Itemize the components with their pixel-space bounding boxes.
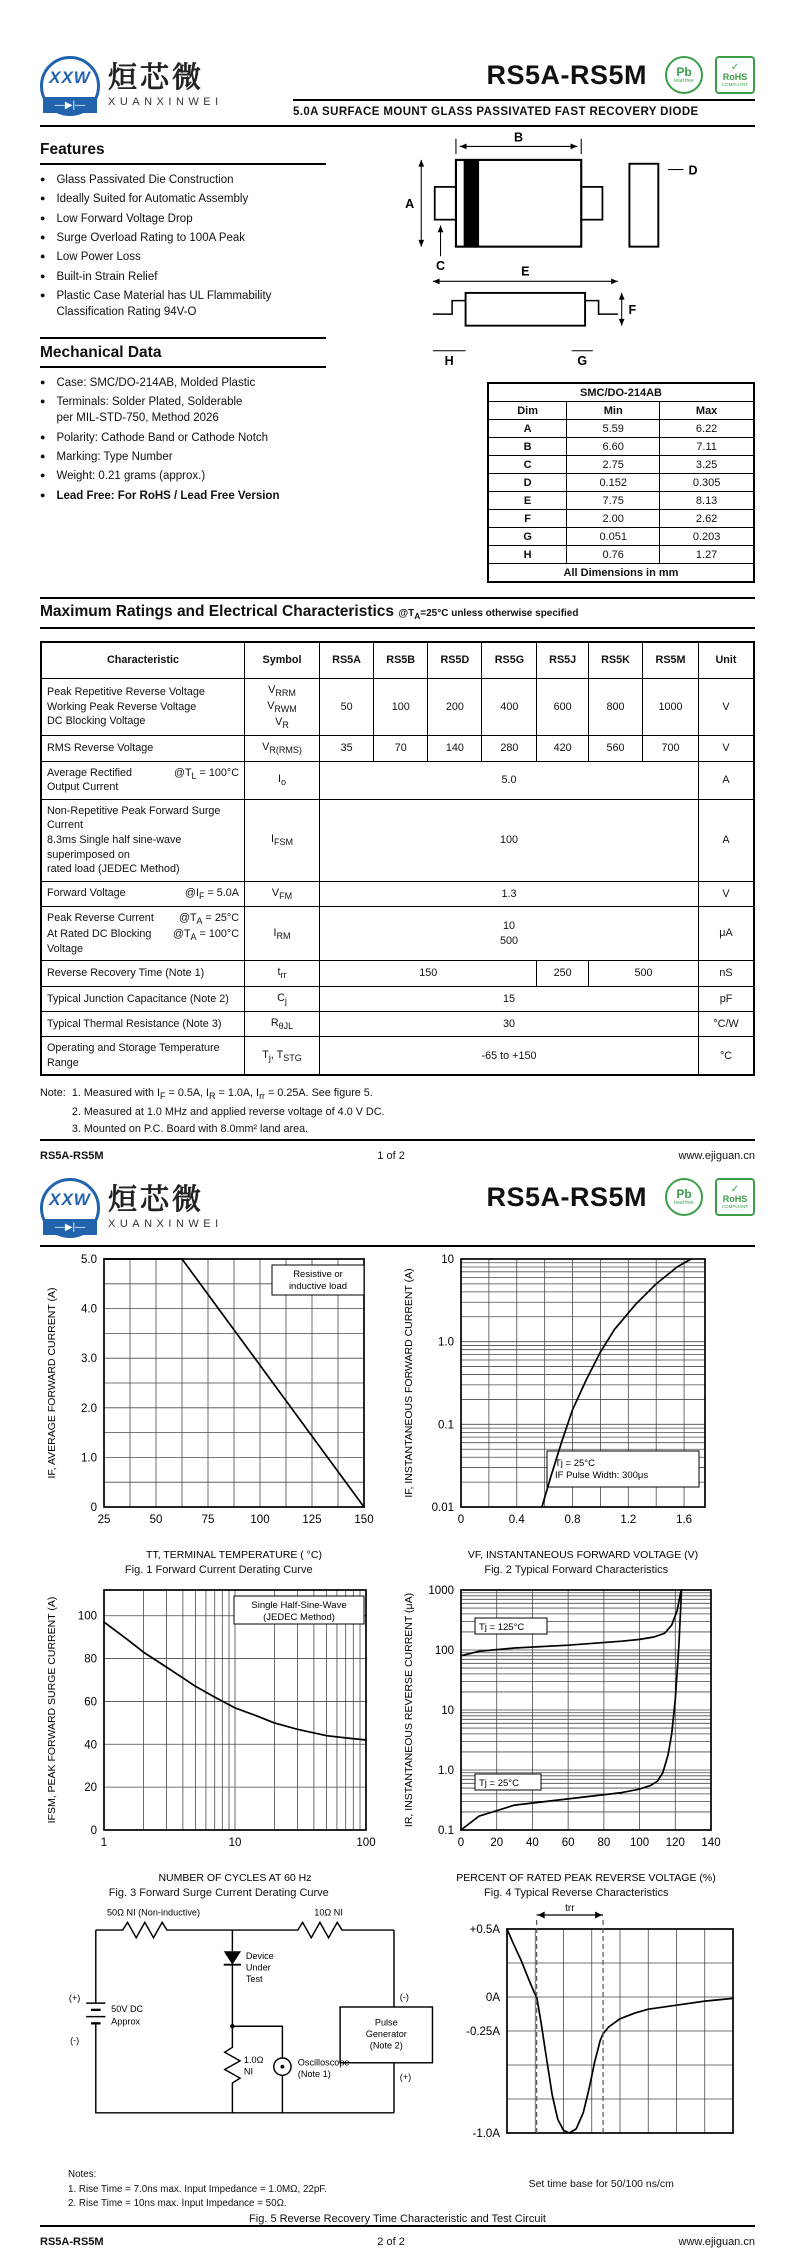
ratings-col-header: RS5J xyxy=(537,642,589,678)
value-cell: 250 xyxy=(537,961,589,986)
diode-symbol-icon: —▶|— xyxy=(43,1219,97,1235)
oscilloscope-icon xyxy=(280,2065,284,2069)
fig5-notes-label: Notes: xyxy=(68,2169,97,2180)
fig5-caption: Fig. 5 Reverse Recovery Time Characteristic and Test Circuit xyxy=(249,2213,546,2226)
bullet-item: ● Lead Free: For RoHS / Lead Free Version xyxy=(40,488,326,504)
dim-table-title: SMC/DO-214AB xyxy=(488,383,754,402)
dim-row: B 6.60 7.11 xyxy=(488,438,754,456)
figure-4 xyxy=(398,1578,756,1899)
bullet-item: ● Case: SMC/DO-214AB, Molded Plastic xyxy=(40,375,326,391)
resistor-50ohm-label: 50Ω NI (Non-inductive) xyxy=(106,1907,201,1918)
fig1-chart xyxy=(42,1249,396,1563)
unit-cell: μA xyxy=(699,906,755,960)
dim-col-header: Dim xyxy=(488,402,567,420)
svg-text:125: 125 xyxy=(302,1514,322,1526)
value-cell: 15 xyxy=(320,986,699,1011)
footer-page-indicator: 1 of 2 xyxy=(377,1149,405,1162)
unit-cell: V xyxy=(699,736,755,761)
symbol-cell: $C_j$ xyxy=(245,986,320,1011)
svg-text:100: 100 xyxy=(435,1645,455,1657)
svg-text:Tj = 25°C: Tj = 25°C xyxy=(479,1778,520,1789)
dim-row: E 7.75 8.13 xyxy=(488,492,754,510)
svg-text:100: 100 xyxy=(356,1837,376,1849)
ratings-col-header: Characteristic xyxy=(41,642,245,678)
svg-text:(JEDEC Method): (JEDEC Method) xyxy=(262,1612,335,1623)
value-cell: 140 xyxy=(428,736,482,761)
characteristic-cell: Average Rectified Output Current $@T_L = 100^\circ C$ xyxy=(41,761,245,799)
brand-logo xyxy=(40,1178,223,1238)
bullet-icon: ● xyxy=(40,376,46,387)
bullet-icon: ● xyxy=(40,489,46,500)
ratings-col-header: RS5M xyxy=(643,642,699,678)
page-2 xyxy=(0,1122,793,2248)
battery-plus-label: (+) xyxy=(68,1993,81,2004)
value-cell: 1.3 xyxy=(320,881,699,906)
brand-names xyxy=(108,1186,223,1230)
dim-label-f: F xyxy=(628,303,637,318)
resistor-10ohm-label: 10Ω NI xyxy=(314,1907,343,1918)
package-drawing xyxy=(340,131,755,370)
bullet-icon: ● xyxy=(40,193,46,204)
svg-text:10: 10 xyxy=(441,1254,455,1266)
symbol-cell: $T_j$, $T_{STG}$ xyxy=(245,1037,320,1076)
dim-row: D 0.152 0.305 xyxy=(488,474,754,492)
svg-text:Tj = 125°C: Tj = 125°C xyxy=(479,1622,525,1633)
symbol-cell: $V_{FM}$ xyxy=(245,881,320,906)
fig3-chart xyxy=(42,1578,396,1886)
symbol-cell: $I_{RM}$ xyxy=(245,906,320,960)
ratings-title: Maximum Ratings and Electrical Characteristics xyxy=(40,603,395,620)
svg-text:120: 120 xyxy=(665,1837,686,1849)
unit-cell: °C/W xyxy=(699,1012,755,1037)
header-rule xyxy=(40,125,755,127)
bullet-item: ● Glass Passivated Die Construction xyxy=(40,172,326,188)
bullet-icon: ● xyxy=(40,212,46,223)
fig4-chart xyxy=(399,1578,753,1886)
dim-table-footer: All Dimensions in mm xyxy=(488,564,754,583)
value-cell: 700 xyxy=(643,736,699,761)
svg-text:0: 0 xyxy=(458,1837,465,1849)
ratings-header-row xyxy=(41,642,754,678)
mechanical-list xyxy=(40,375,326,504)
page2-header xyxy=(40,1178,755,1238)
characteristic-cell: Peak Repetitive Reverse Voltage Working Peak Reverse Voltage DC Blocking Voltage xyxy=(41,678,245,736)
ratings-row xyxy=(41,678,754,736)
svg-text:Test: Test xyxy=(245,1973,263,1984)
pb-free-icon: Pb lead free xyxy=(665,56,703,94)
resistor-1ohm-label: 1.0Ω xyxy=(243,2054,264,2065)
svg-text:IF Pulse Width: 300μs: IF Pulse Width: 300μs xyxy=(555,1470,649,1481)
value-cell: -65 to +150 xyxy=(320,1037,699,1076)
value-cell: 10 500 xyxy=(320,906,699,960)
dim-row: A 5.59 6.22 xyxy=(488,420,754,438)
svg-text:Tj = 25°C: Tj = 25°C xyxy=(555,1458,596,1469)
bullet-icon: ● xyxy=(40,289,46,300)
characteristic-cell: Forward Voltage $@I_F = 5.0A$ xyxy=(41,881,245,906)
svg-text:1.6: 1.6 xyxy=(676,1514,693,1526)
bullet-item: ● Low Forward Voltage Drop xyxy=(40,211,326,227)
symbol-cell: $I_o$ xyxy=(245,761,320,799)
dim-label-h: H xyxy=(444,354,454,369)
ratings-row xyxy=(41,736,754,761)
bullet-item: ● Plastic Case Material has UL Flammability Classification Rating 94V-O xyxy=(40,288,326,321)
dim-row: G 0.051 0.203 xyxy=(488,528,754,546)
svg-text:50: 50 xyxy=(149,1514,163,1526)
bullet-item: ● Terminals: Solder Plated, Solderable per MIL-STD-750, Method 2026 xyxy=(40,394,326,427)
svg-text:0.01: 0.01 xyxy=(431,1502,455,1514)
bullet-item: ● Ideally Suited for Automatic Assembly xyxy=(40,191,326,207)
timebase-caption: Set time base for 50/100 ns/cm xyxy=(528,2178,674,2190)
characteristic-cell: RMS Reverse Voltage xyxy=(41,736,245,761)
dim-label-b: B xyxy=(514,130,524,145)
bullet-item: ● Built-in Strain Relief xyxy=(40,269,326,285)
footer-website-link[interactable]: www.ejiguan.cn xyxy=(678,2236,755,2248)
dim-row: C 2.75 3.25 xyxy=(488,456,754,474)
fig5-note-1: 1. Rise Time = 7.0ns max. Input Impedance = 1.0MΩ, 22pF. xyxy=(68,2183,327,2195)
symbol-cell: $I_{FSM}$ xyxy=(245,799,320,881)
ratings-title-note: $@T_A=25^\circ C$ unless otherwise specified xyxy=(398,608,579,621)
svg-text:0.1: 0.1 xyxy=(438,1825,455,1837)
symbol-cell: $R_{\theta JL}$ xyxy=(245,1012,320,1037)
battery-label: 50V DC xyxy=(111,2003,144,2014)
svg-text:Generator: Generator xyxy=(365,2028,407,2039)
notes-label: Note: xyxy=(40,1087,66,1100)
svg-text:1.0: 1.0 xyxy=(438,1765,455,1777)
unit-cell: °C xyxy=(699,1037,755,1076)
svg-text:Single Half-Sine-Wave: Single Half-Sine-Wave xyxy=(251,1600,347,1611)
subtitle: 5.0A SURFACE MOUNT GLASS PASSIVATED FAST RECOVERY DIODE xyxy=(293,99,755,118)
brand-name-cn: 烜芯微 xyxy=(108,1184,205,1216)
diode-symbol-icon: —▶|— xyxy=(43,97,97,113)
svg-text:-0.25A: -0.25A xyxy=(466,2026,501,2038)
dim-row: F 2.00 2.62 xyxy=(488,510,754,528)
bullet-icon: ● xyxy=(40,431,46,442)
svg-text:40: 40 xyxy=(83,1739,97,1752)
figure-1 xyxy=(40,1249,398,1576)
svg-text:0.4: 0.4 xyxy=(509,1514,526,1526)
symbol-cell: $V_{RRM}$ $V_{RWM}$ $V_R$ xyxy=(245,678,320,736)
svg-text:75: 75 xyxy=(201,1514,215,1526)
rohs-icon: ✓ RoHS COMPLIANT xyxy=(715,1178,755,1216)
svg-text:2.0: 2.0 xyxy=(80,1402,97,1415)
unit-cell: V xyxy=(699,881,755,906)
svg-text:Approx: Approx xyxy=(111,2016,141,2027)
svg-text:3.0: 3.0 xyxy=(80,1353,97,1366)
page2-footer xyxy=(40,2225,755,2248)
unit-cell: A xyxy=(699,799,755,881)
dut-diode-icon xyxy=(224,1951,241,1964)
ratings-row xyxy=(41,761,754,799)
characteristic-cell: Typical Junction Capacitance (Note 2) xyxy=(41,986,245,1011)
svg-text:1.0: 1.0 xyxy=(438,1336,455,1349)
svg-text:VF, INSTANTANEOUS FORWARD VOLT: VF, INSTANTANEOUS FORWARD VOLTAGE (V) xyxy=(468,1549,699,1561)
ratings-heading xyxy=(40,597,755,629)
page1-header xyxy=(40,56,755,118)
svg-text:10: 10 xyxy=(228,1837,242,1849)
unit-cell: nS xyxy=(699,961,755,986)
bullet-item: ● Surge Overload Rating to 100A Peak xyxy=(40,230,326,246)
unit-cell: A xyxy=(699,761,755,799)
svg-text:(Note 1): (Note 1) xyxy=(297,2069,331,2080)
pg-plus-label: (+) xyxy=(399,2072,412,2083)
svg-text:+0.5A: +0.5A xyxy=(469,1924,501,1936)
svg-text:Resistive or: Resistive or xyxy=(292,1269,343,1280)
note-line: 3. Mounted on P.C. Board with 8.0mm² land area. xyxy=(71,1123,309,1136)
fig4-caption: Fig. 4 Typical Reverse Characteristics xyxy=(484,1887,669,1899)
svg-text:40: 40 xyxy=(526,1837,540,1849)
bullet-item: ● Polarity: Cathode Band or Cathode Notch xyxy=(40,430,326,446)
svg-text:Under: Under xyxy=(245,1962,271,1973)
value-cell: 35 xyxy=(320,736,374,761)
svg-text:0: 0 xyxy=(90,1825,97,1837)
ratings-col-header: RS5G xyxy=(482,642,537,678)
footer-page-indicator: 2 of 2 xyxy=(377,2236,405,2248)
value-cell: 30 xyxy=(320,1012,699,1037)
svg-text:0: 0 xyxy=(90,1502,97,1514)
fig5-notes xyxy=(68,2168,448,2212)
note-line: 1. Measured with $I_F = 0.5A$, $I_R = 1.0A$, $I_{rr} = 0.25A$. See figure 5. xyxy=(71,1087,373,1102)
bullet-icon: ● xyxy=(40,470,46,481)
ratings-col-header: RS5D xyxy=(428,642,482,678)
svg-text:100: 100 xyxy=(77,1610,97,1623)
unit-cell: pF xyxy=(699,986,755,1011)
brand-name-cn: 烜芯微 xyxy=(108,62,205,94)
value-cell: 420 xyxy=(537,736,589,761)
svg-text:IR, INSTANTANEOUS REVERSE CURR: IR, INSTANTANEOUS REVERSE CURRENT (μA) xyxy=(403,1592,416,1828)
svg-text:20: 20 xyxy=(490,1837,504,1849)
ratings-col-header: RS5A xyxy=(320,642,374,678)
svg-text:0.1: 0.1 xyxy=(438,1419,455,1432)
value-cell: 500 xyxy=(588,961,698,986)
svg-text:1.2: 1.2 xyxy=(620,1514,637,1526)
fig1-caption: Fig. 1 Forward Current Derating Curve xyxy=(124,1564,313,1576)
bullet-icon: ● xyxy=(40,450,46,461)
ratings-row xyxy=(41,881,754,906)
svg-text:IF, INSTANTANEOUS FORWARD CURR: IF, INSTANTANEOUS FORWARD CURRENT (A) xyxy=(403,1268,416,1498)
dim-label-e: E xyxy=(521,264,530,279)
bullet-item: ● Low Power Loss xyxy=(40,249,326,265)
figure-2 xyxy=(398,1249,756,1576)
svg-text:IFSM, PEAK FORWARD SURGE CURRE: IFSM, PEAK FORWARD SURGE CURRENT (A) xyxy=(45,1596,58,1824)
features-heading: Features xyxy=(40,139,326,165)
ratings-col-header: Symbol xyxy=(245,642,320,678)
cathode-band xyxy=(464,160,479,247)
characteristic-cell: Non-Repetitive Peak Forward Surge Current 8.3ms Single half sine-wave superimposed on rated load (JEDEC Method) xyxy=(41,799,245,881)
fig5-note-2: 2. Rise Time = 10ns max. Input Impedance = 50Ω. xyxy=(68,2198,287,2210)
fig2-caption: Fig. 2 Typical Forward Characteristics xyxy=(484,1564,669,1576)
bullet-icon: ● xyxy=(40,174,46,184)
ratings-row xyxy=(41,1037,754,1076)
dim-label-a: A xyxy=(405,197,415,212)
ratings-row xyxy=(41,1012,754,1037)
svg-text:4.0: 4.0 xyxy=(80,1303,97,1316)
bullet-icon: ● xyxy=(40,395,46,406)
footer-part-number: RS5A-RS5M xyxy=(40,2236,104,2248)
ratings-col-header: RS5K xyxy=(588,642,642,678)
symbol-cell: $t_{rr}$ xyxy=(245,961,320,986)
svg-text:1: 1 xyxy=(100,1837,107,1849)
ratings-row xyxy=(41,961,754,986)
svg-text:80: 80 xyxy=(597,1837,611,1849)
svg-text:0.8: 0.8 xyxy=(564,1514,581,1526)
logo-icon xyxy=(40,56,100,116)
dim-label-g: G xyxy=(577,354,588,369)
pb-free-icon: Pb lead free xyxy=(665,1178,703,1216)
svg-text:100: 100 xyxy=(250,1514,270,1526)
svg-text:100: 100 xyxy=(630,1837,650,1849)
value-cell: 100 xyxy=(374,678,428,736)
mechanical-heading: Mechanical Data xyxy=(40,337,326,368)
characteristic-cell: Operating and Storage Temperature Range xyxy=(41,1037,245,1076)
svg-text:(Note 2): (Note 2) xyxy=(369,2040,403,2051)
svg-text:140: 140 xyxy=(701,1837,721,1849)
svg-text:0: 0 xyxy=(458,1514,465,1526)
footer-part-number: RS5A-RS5M xyxy=(40,1149,104,1162)
characteristic-cell: Typical Thermal Resistance (Note 3) xyxy=(41,1012,245,1037)
part-number-title: RS5A-RS5M xyxy=(486,59,647,90)
brand-name-en: XUANXINWEI xyxy=(108,96,223,108)
bullet-item: ● Marking: Type Number xyxy=(40,449,326,465)
figure-3 xyxy=(40,1578,398,1899)
features-list xyxy=(40,172,326,321)
battery-minus-label: (-) xyxy=(70,2035,80,2046)
svg-text:inductive load: inductive load xyxy=(288,1281,347,1292)
dim-label-d: D xyxy=(688,163,698,178)
ratings-col-header: Unit xyxy=(699,642,755,678)
logo-icon: XXW —▶|— xyxy=(40,1178,100,1238)
unit-cell: V xyxy=(699,678,755,736)
ratings-col-header: RS5B xyxy=(374,642,428,678)
bullet-icon: ● xyxy=(40,251,46,262)
rohs-icon: ✓ RoHS COMPLIANT xyxy=(715,56,755,94)
ratings-row xyxy=(41,906,754,960)
svg-text:NI: NI xyxy=(243,2066,254,2077)
pulse-generator-label: Pulse xyxy=(374,2017,398,2028)
footer-website-link[interactable]: www.ejiguan.cn xyxy=(678,1149,755,1162)
symbol-cell: $V_{R(RMS)}$ xyxy=(245,736,320,761)
figure-5 xyxy=(40,1903,755,2212)
value-cell: 600 xyxy=(537,678,589,736)
value-cell: 800 xyxy=(588,678,642,736)
part-number-title: RS5A-RS5M xyxy=(486,1181,647,1212)
ratings-table xyxy=(40,641,755,1076)
value-cell: 200 xyxy=(428,678,482,736)
value-cell: 1000 xyxy=(643,678,699,736)
svg-text:25: 25 xyxy=(97,1514,111,1526)
oscilloscope-label: Oscilloscope xyxy=(297,2057,350,2068)
value-cell: 400 xyxy=(482,678,537,736)
value-cell: 100 xyxy=(320,799,699,881)
logo-xxw-text: XXW xyxy=(49,68,91,87)
svg-text:0A: 0A xyxy=(486,1992,501,2004)
value-cell: 150 xyxy=(320,961,537,986)
title-block xyxy=(293,56,755,118)
svg-text:20: 20 xyxy=(83,1782,97,1795)
value-cell: 5.0 xyxy=(320,761,699,799)
characteristic-cell: Reverse Recovery Time (Note 1) xyxy=(41,961,245,986)
dim-col-header: Max xyxy=(660,402,754,420)
svg-text:60: 60 xyxy=(561,1837,575,1849)
brand-name-en: XUANXINWEI xyxy=(108,1218,223,1230)
svg-text:1.0: 1.0 xyxy=(80,1452,97,1465)
fig5-circuit xyxy=(40,1903,444,2161)
characteristic-cell: Peak Reverse Current $@T_A = 25^\circ C$ At Rated DC Blocking Voltage $@T_A = 100^\circ C$ xyxy=(41,906,245,960)
svg-text:1000: 1000 xyxy=(428,1585,455,1597)
bullet-item: ● Weight: 0.21 grams (approx.) xyxy=(40,468,326,484)
dim-row: H 0.76 1.27 xyxy=(488,546,754,564)
brand-logo xyxy=(40,56,223,116)
fig2-chart xyxy=(399,1249,753,1563)
value-cell: 560 xyxy=(588,736,642,761)
value-cell: 50 xyxy=(320,678,374,736)
svg-text:TT, TERMINAL TEMPERATURE ( °C): TT, TERMINAL TEMPERATURE ( °C) xyxy=(145,1549,322,1561)
title-block xyxy=(293,1178,755,1216)
value-cell: 280 xyxy=(482,736,537,761)
value-cell: 70 xyxy=(374,736,428,761)
note-line: 2. Measured at 1.0 MHz and applied reverse voltage of 4.0 V DC. xyxy=(71,1105,385,1118)
svg-text:60: 60 xyxy=(83,1696,97,1709)
dut-label: Device xyxy=(245,1950,274,1961)
dim-label-c: C xyxy=(436,258,446,273)
svg-text:NUMBER OF CYCLES AT 60 Hz: NUMBER OF CYCLES AT 60 Hz xyxy=(158,1872,312,1884)
dim-table xyxy=(487,382,755,583)
svg-text:-1.0A: -1.0A xyxy=(472,2128,501,2140)
bullet-icon: ● xyxy=(40,270,46,281)
pg-minus-label: (-) xyxy=(399,1992,409,2003)
svg-text:150: 150 xyxy=(354,1514,374,1526)
svg-text:10: 10 xyxy=(441,1705,455,1717)
svg-text:80: 80 xyxy=(83,1653,97,1666)
dim-col-header: Min xyxy=(567,402,660,420)
svg-text:5.0: 5.0 xyxy=(80,1254,97,1266)
svg-text:trr: trr xyxy=(565,1903,575,1914)
svg-text:IF, AVERAGE FORWARD CURRENT (A: IF, AVERAGE FORWARD CURRENT (A) xyxy=(45,1287,58,1479)
fig5wave-chart xyxy=(451,1903,751,2171)
ratings-row xyxy=(41,799,754,881)
brand-names xyxy=(108,64,223,108)
header-rule xyxy=(40,1245,755,1247)
ratings-row xyxy=(41,986,754,1011)
fig3-caption: Fig. 3 Forward Surge Current Derating Curve xyxy=(108,1887,329,1899)
bullet-icon: ● xyxy=(40,231,46,242)
svg-text:PERCENT OF RATED PEAK REVERSE: PERCENT OF RATED PEAK REVERSE VOLTAGE (%) xyxy=(456,1872,716,1884)
